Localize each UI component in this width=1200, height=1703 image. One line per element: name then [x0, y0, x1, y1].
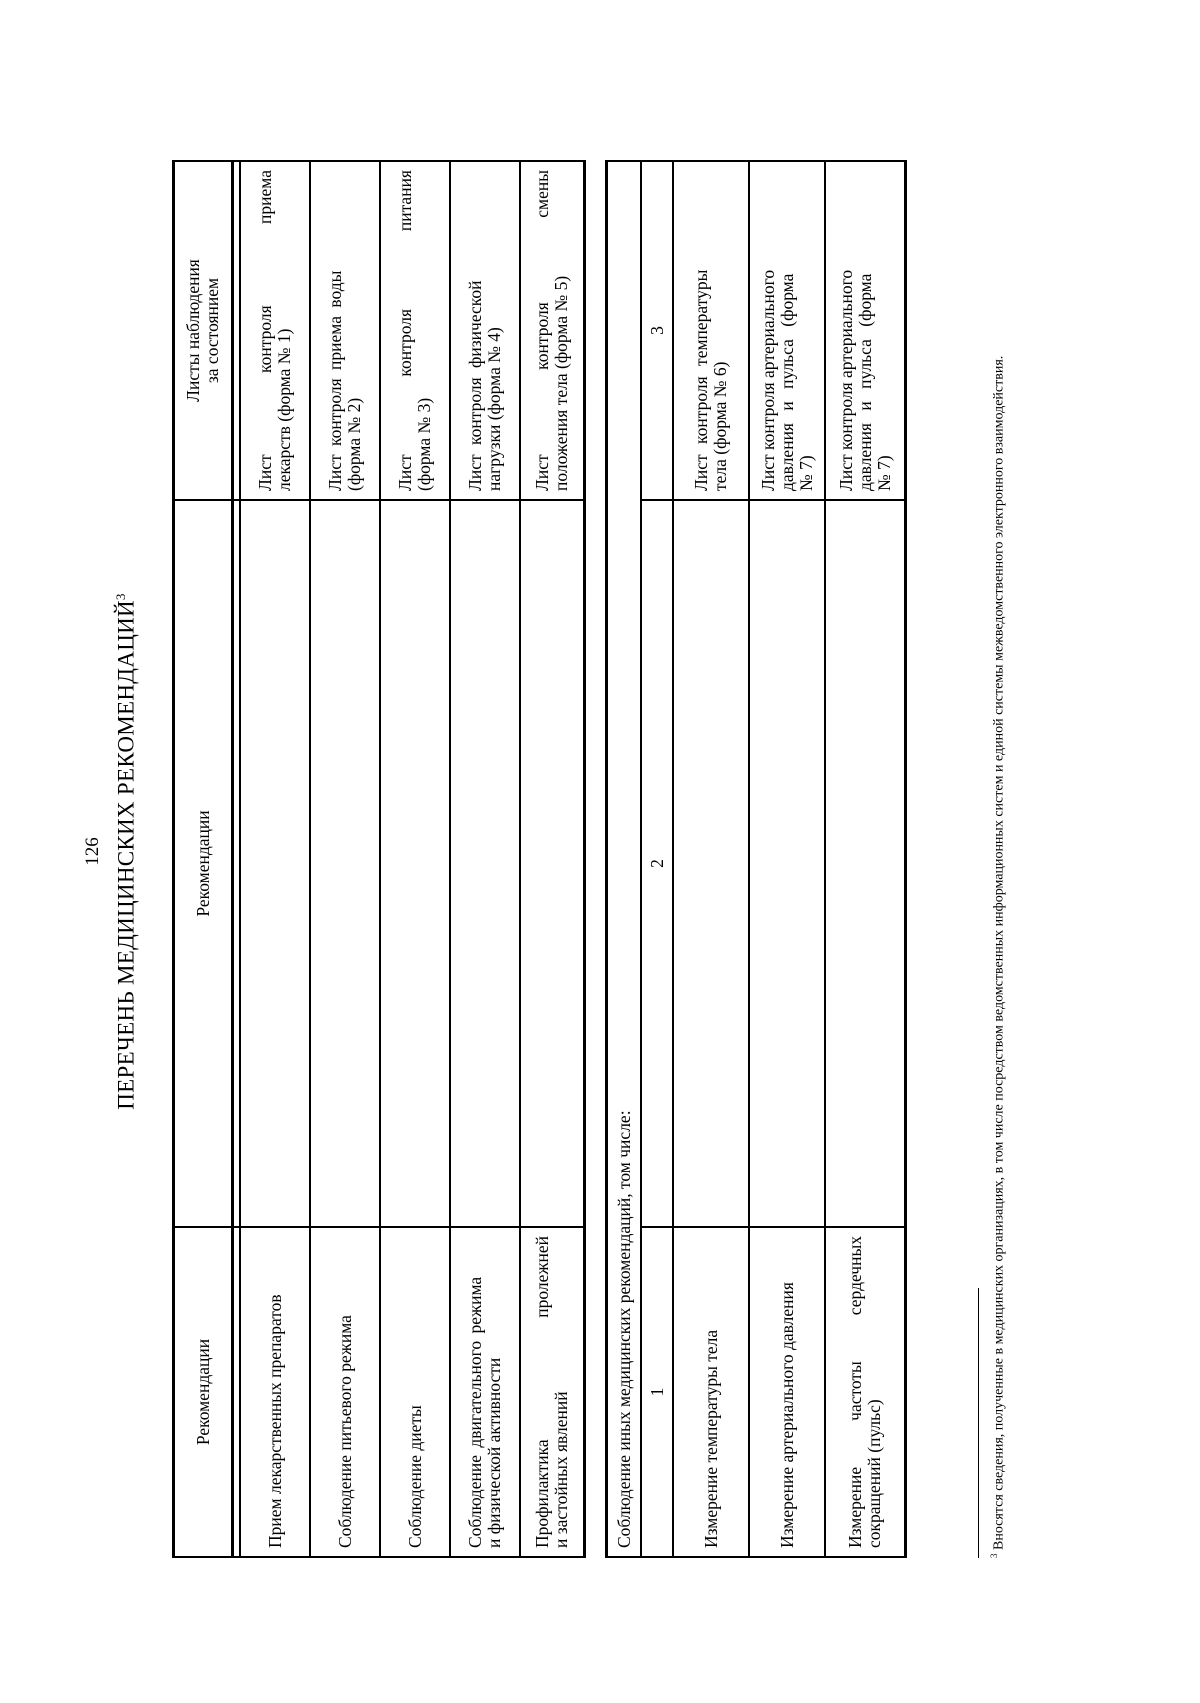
- table-row: [749, 161, 825, 1557]
- recommendation-line: [846, 1236, 865, 1548]
- title-footnote-mark: 3: [113, 593, 128, 601]
- sheet-word: приема: [255, 170, 275, 224]
- sheet-line: Лист контроля артериального: [835, 269, 856, 491]
- sheet-line: [256, 170, 275, 491]
- cell-observation-sheet: [825, 161, 906, 500]
- sheet-line: давления и пульса (форма: [776, 273, 797, 491]
- other-recommendations-table: [605, 160, 907, 1558]
- table-row: [673, 161, 749, 1557]
- recommendation-word: частоты: [845, 1361, 865, 1421]
- other-recommendations-label: Соблюдение иных медицинских рекомендаций, том числе:: [607, 161, 642, 1557]
- column-number: 1: [641, 1227, 673, 1557]
- cell-observation-sheet: [450, 161, 520, 500]
- recommendation-line: и застойных явлений: [550, 1391, 571, 1548]
- footnote-divider: [978, 1288, 979, 1558]
- cell-observation-sheet: [749, 161, 825, 500]
- table-row: [240, 161, 310, 1557]
- recommendation-word: Измерение: [845, 1466, 865, 1548]
- table-row: [450, 161, 520, 1557]
- sheet-line: Лист контроля физической: [465, 280, 485, 491]
- sheet-line: нагрузки (форма № 4): [484, 327, 504, 491]
- recommendation-line: [533, 1236, 552, 1548]
- header-observation-sheets: [174, 161, 233, 500]
- recommendation-word: пролежней: [531, 1236, 552, 1318]
- recommendation-line: сокращений (пульс): [864, 1399, 884, 1548]
- sheet-line: [533, 170, 552, 491]
- recommendation-line: и физической активности: [484, 1357, 504, 1548]
- cell-recommendation-detail: [450, 500, 520, 1227]
- recommendation-word: Профилактика: [531, 1439, 552, 1548]
- cell-recommendation-detail: [825, 500, 906, 1227]
- footnote-mark: 3: [989, 1553, 999, 1558]
- table-row: [825, 161, 906, 1557]
- cell-recommendation-detail: [673, 500, 749, 1227]
- cell-recommendation: Соблюдение питьевого режима: [310, 1227, 380, 1557]
- cell-recommendation-detail: [520, 500, 584, 1227]
- cell-recommendation-detail: [380, 500, 450, 1227]
- cell-observation-sheet: [380, 161, 450, 500]
- table-row: [607, 161, 642, 1557]
- column-number: 3: [641, 161, 673, 500]
- sheet-word: контроля: [395, 308, 415, 377]
- cell-observation-sheet: [240, 161, 310, 500]
- cell-observation-sheet: [520, 161, 584, 500]
- recommendation-word: сердечных: [845, 1236, 865, 1316]
- cell-recommendation: [450, 1227, 520, 1557]
- cell-recommendation: Измерение артериального давления: [749, 1227, 825, 1557]
- sheet-word: Лист: [531, 454, 552, 491]
- table-row: [310, 161, 380, 1557]
- header-recommendations-a: Рекомендации: [174, 1227, 233, 1557]
- sheet-line: (форма № 3): [414, 397, 434, 491]
- column-number: 2: [641, 500, 673, 1227]
- sheet-word: контроля: [531, 302, 552, 370]
- sheet-word: питания: [395, 170, 415, 232]
- header-separator-row: [233, 161, 241, 1557]
- header-recommendations-b: Рекомендации: [174, 500, 233, 1227]
- cell-observation-sheet: [673, 161, 749, 500]
- sheet-line: Лист контроля артериального: [757, 269, 778, 491]
- document-title: [113, 0, 140, 1703]
- sheet-line: Лист контроля температуры: [691, 269, 711, 491]
- sheet-word: Лист: [255, 454, 275, 491]
- sheet-line: тела (форма № 6): [710, 361, 730, 491]
- sheet-line: № 7): [795, 455, 816, 491]
- footnote: [985, 78, 1009, 1558]
- cell-recommendation: Прием лекарственных препаратов: [240, 1227, 310, 1557]
- sheet-line: Лист контроля приема воды: [325, 270, 345, 491]
- page-number: 126: [82, 837, 103, 866]
- table-row: [520, 161, 584, 1557]
- recommendations-table: [172, 160, 586, 1558]
- sheet-line: (форма № 2): [344, 397, 364, 491]
- cell-recommendation: [825, 1227, 906, 1557]
- cell-recommendation-detail: [749, 500, 825, 1227]
- cell-recommendation: [520, 1227, 584, 1557]
- sheet-line: давления и пульса (форма: [854, 273, 875, 491]
- cell-observation-sheet: [310, 161, 380, 500]
- sheet-line: [396, 170, 415, 491]
- table-row: [380, 161, 450, 1557]
- title-text: ПЕРЕЧЕНЬ МЕДИЦИНСКИХ РЕКОМЕНДАЦИЙ: [113, 600, 139, 1110]
- sheet-line: № 7): [873, 455, 894, 491]
- cell-recommendation-detail: [240, 500, 310, 1227]
- footnote-text: Вносятся сведения, полученные в медицинских организациях, в том числе посредством ведомственных информационных систем и единой системы межведомственного электронного взаимодействия.: [991, 355, 1007, 1550]
- sheet-line: положения тела (форма № 5): [550, 275, 571, 491]
- cell-recommendation: Измерение температуры тела: [673, 1227, 749, 1557]
- sheet-word: Лист: [395, 454, 415, 491]
- cell-recommendation-detail: [310, 500, 380, 1227]
- column-number-row: [641, 161, 673, 1557]
- cell-recommendation: Соблюдение диеты: [380, 1227, 450, 1557]
- recommendation-line: Соблюдение двигательного режима: [465, 1276, 485, 1548]
- sheet-word: смены: [531, 170, 552, 218]
- sheet-line: лекарств (форма № 1): [274, 328, 294, 491]
- sheet-word: контроля: [255, 305, 275, 373]
- header-observation-sheets-text: Листы наблюдения за состоянием: [183, 259, 222, 402]
